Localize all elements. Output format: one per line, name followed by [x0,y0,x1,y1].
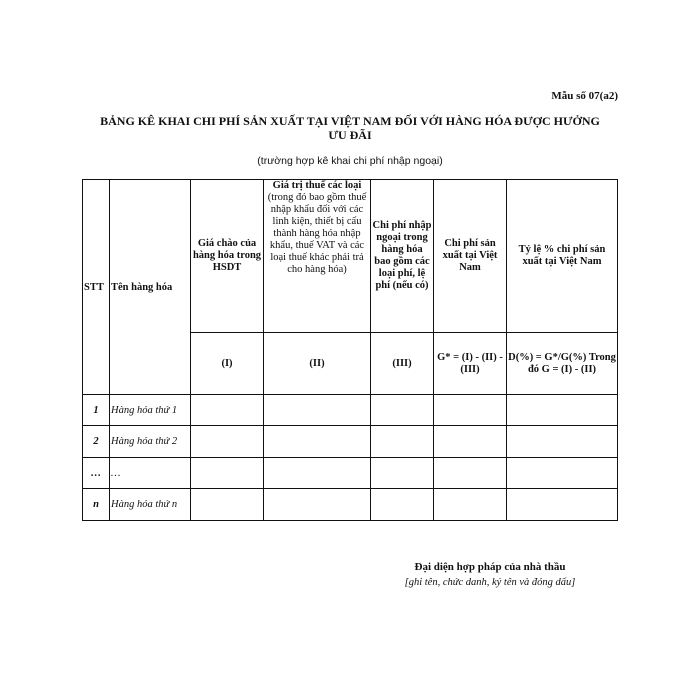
signature-title: Đại diện hợp pháp của nhà thầu [414,561,566,573]
table-row [83,458,618,489]
formula-domestic-cost: G* = (I) - (II) - (III) [434,333,507,395]
row-cell [507,426,618,458]
row-cell [264,458,371,489]
row-stt: 1 [83,395,110,426]
header-domestic-cost: Chi phí sản xuất tại Việt Nam [434,180,507,333]
row-name: Hàng hóa thứ 2 [110,426,191,458]
formula-price: (I) [191,333,264,395]
row-cell [191,489,264,521]
row-cell [434,458,507,489]
row-cell [371,489,434,521]
signature-note: [ghi tên, chức danh, ký tên và đóng dấu] [404,577,576,588]
formula-tax: (II) [264,333,371,395]
formula-ratio: D(%) = G*/G(%) Trong đó G = (I) - (II) [507,333,618,395]
header-ratio: Tỷ lệ % chi phí sản xuất tại Việt Nam [507,180,618,333]
row-cell [507,458,618,489]
row-cell [507,489,618,521]
header-tax-note: (trong đó bao gồm thuế nhập khẩu đối với các linh kiện, thiết bị cấu thành hàng hóa nhập khẩu, thuế VAT và các loại thuế khác phải trả cho hàng hóa) [267,192,367,275]
header-row [83,180,618,333]
row-name: … [110,458,191,489]
row-cell [191,395,264,426]
header-tax-title: Giá trị thuế các loại [272,180,362,191]
table-row [83,395,618,426]
form-code: Mẫu số 07(a2) [551,90,618,102]
row-stt: n [83,489,110,521]
row-name: Hàng hóa thứ 1 [110,395,191,426]
header-import-cost: Chi phí nhập ngoại trong hàng hóa bao gồm các loại phí, lệ phí (nếu có) [371,180,434,333]
row-cell [507,395,618,426]
row-stt: 2 [83,426,110,458]
page-subtitle: (trường hợp kê khai chi phí nhập ngoại) [257,155,443,167]
table-row [83,426,618,458]
row-name: Hàng hóa thứ n [110,489,191,521]
header-name: Tên hàng hóa [110,180,191,395]
header-stt: STT [83,180,110,395]
page-title [80,114,620,142]
header-price: Giá chào của hàng hóa trong HSDT [191,180,264,333]
row-cell [191,458,264,489]
title-line-1: BẢNG KÊ KHAI CHI PHÍ SẢN XUẤT TẠI VIỆT NAM ĐỐI VỚI HÀNG HÓA ĐƯỢC HƯỞNG [100,114,600,128]
row-cell [371,458,434,489]
row-cell [264,426,371,458]
row-cell [434,426,507,458]
header-tax [264,180,371,333]
formula-import-cost: (III) [371,333,434,395]
row-cell [371,395,434,426]
table-row [83,489,618,521]
signature-block [360,560,620,590]
row-cell [434,395,507,426]
row-cell [434,489,507,521]
title-line-2: ƯU ĐÃI [328,128,372,142]
row-stt: … [83,458,110,489]
cost-declaration-table [82,179,618,521]
row-cell [191,426,264,458]
row-cell [264,489,371,521]
row-cell [264,395,371,426]
row-cell [371,426,434,458]
